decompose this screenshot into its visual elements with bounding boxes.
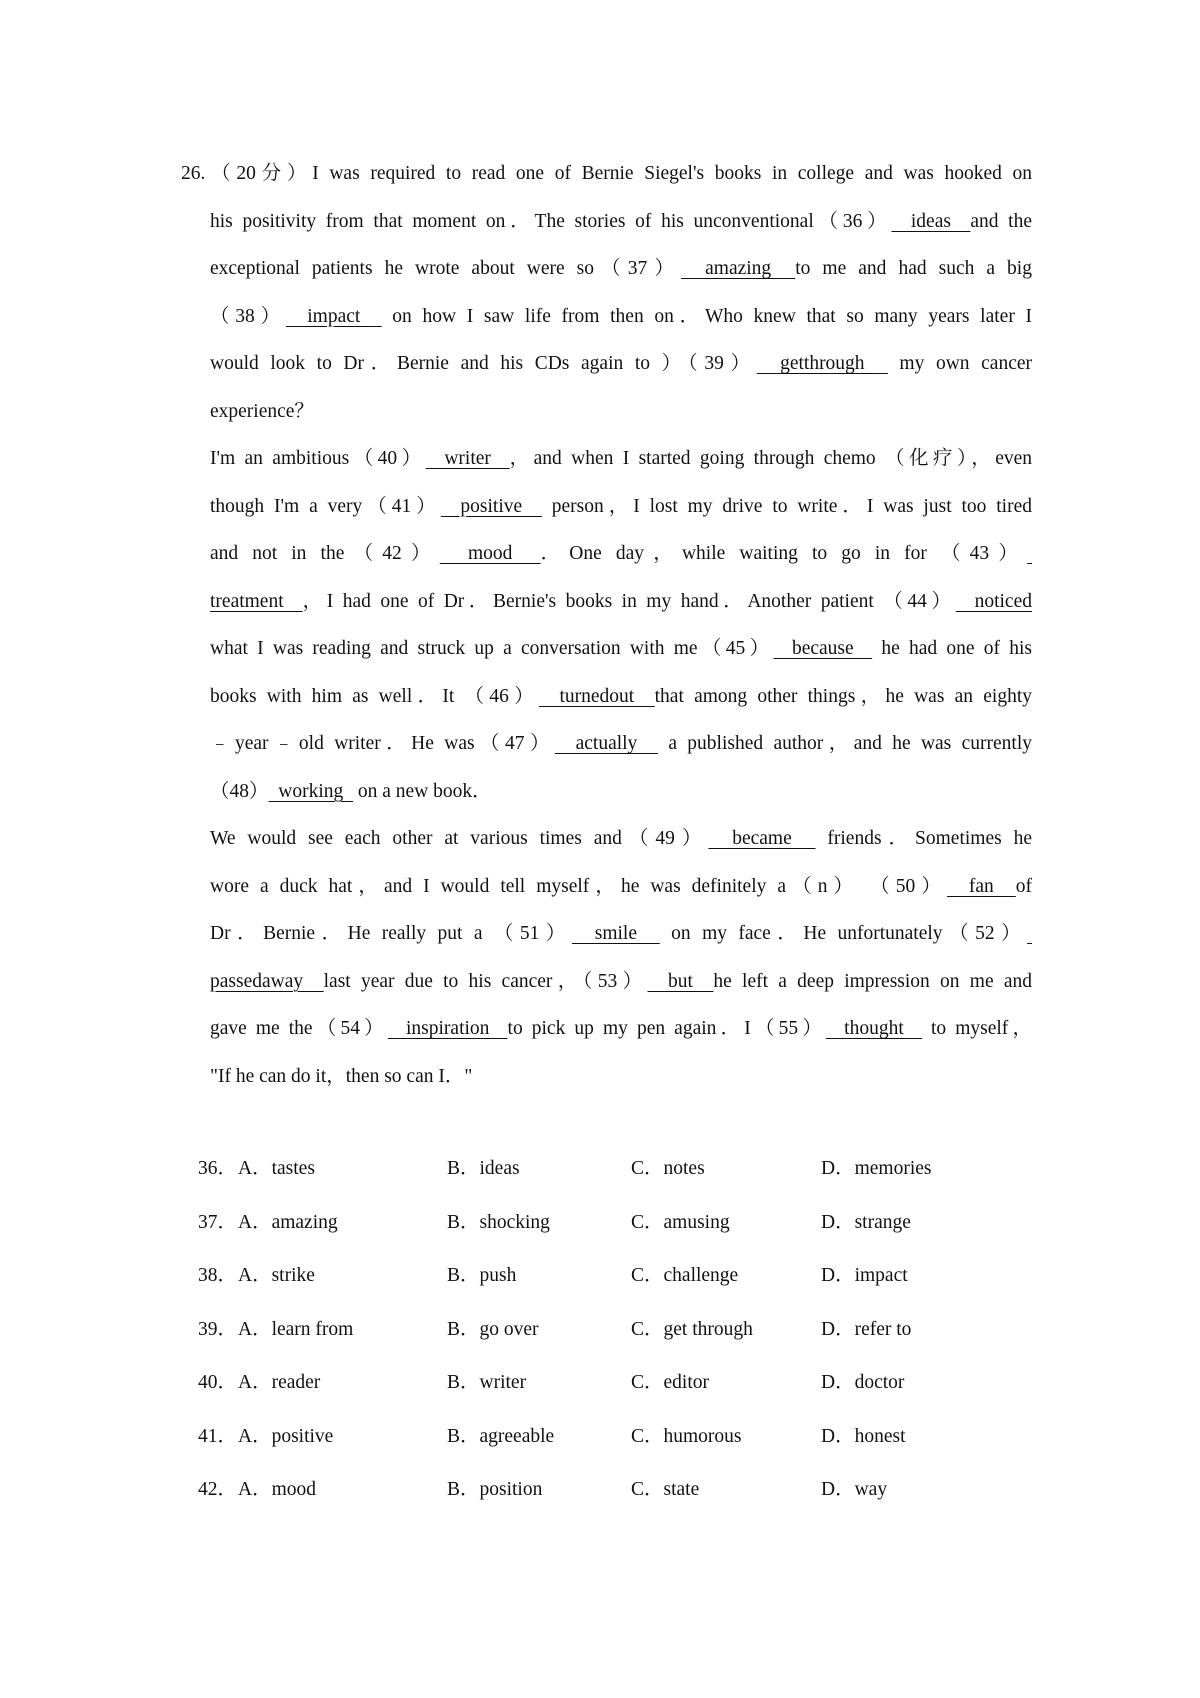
option-d: D．memories bbox=[821, 1158, 932, 1179]
option-a: A．reader bbox=[238, 1372, 321, 1393]
passage-text: my own cancer bbox=[887, 353, 1033, 374]
passage-text: Dr．Bernie．He really put a （51） bbox=[210, 923, 572, 944]
passage-line bbox=[181, 673, 1032, 721]
answer-blank: because bbox=[773, 638, 873, 659]
passage-line bbox=[181, 863, 1032, 911]
passage-text: he left a deep impression on me and bbox=[713, 970, 1032, 992]
passage-text: "If he can do it，then so can I．" bbox=[210, 1065, 473, 1087]
option-c: C．editor bbox=[631, 1372, 709, 1393]
passage-line bbox=[181, 435, 1032, 483]
option-question-number: 41． bbox=[198, 1425, 238, 1447]
answer-blank: but bbox=[647, 970, 714, 992]
passage-line bbox=[181, 340, 1032, 388]
passage-text: last year due to his cancer，（53） bbox=[323, 970, 648, 992]
passage-text: wore a duck hat，and I would tell myself，he was definitely a（n） （50） bbox=[210, 875, 947, 897]
option-row bbox=[198, 1463, 1010, 1517]
passage-text: exceptional patients he wrote about were so（37） bbox=[210, 258, 682, 279]
passage-text: person，I lost my drive to write．I was just too tired bbox=[541, 495, 1032, 517]
passage-line bbox=[181, 1053, 1032, 1101]
option-b: B．agreeable bbox=[447, 1425, 555, 1447]
option-row bbox=[198, 1303, 1010, 1357]
passage-text: on a new book． bbox=[353, 780, 492, 802]
question-number: 26. bbox=[181, 163, 206, 184]
passage-text: ﹣year﹣old writer．He was（47） bbox=[210, 733, 555, 754]
passage-line bbox=[181, 150, 1032, 198]
option-c: C．humorous bbox=[631, 1425, 742, 1447]
option-row bbox=[198, 1196, 1010, 1250]
option-c: C．challenge bbox=[631, 1265, 739, 1286]
option-question-number: 42． bbox=[198, 1479, 238, 1500]
option-b: B．shocking bbox=[447, 1211, 550, 1233]
option-b: B．position bbox=[447, 1479, 543, 1500]
option-a: A．positive bbox=[238, 1425, 334, 1447]
answer-blank: noticed bbox=[955, 590, 1032, 612]
option-c: C．amusing bbox=[631, 1211, 730, 1233]
option-question-number: 38． bbox=[198, 1265, 238, 1286]
passage-text: ，and when I started going through chemo （化疗），even bbox=[509, 448, 1033, 469]
passage-text: and the bbox=[970, 210, 1032, 232]
passage-line bbox=[181, 578, 1032, 626]
option-row bbox=[198, 1410, 1010, 1464]
passage-text: on how I saw life from then on．Who knew that so many years later I bbox=[381, 305, 1032, 327]
passage-line bbox=[181, 720, 1032, 768]
option-c: C．state bbox=[631, 1479, 700, 1500]
answer-blank: mood bbox=[439, 543, 541, 564]
option-d: D．doctor bbox=[821, 1372, 905, 1393]
option-b: B．push bbox=[447, 1265, 517, 1286]
passage-line bbox=[181, 293, 1032, 341]
passage-line bbox=[181, 198, 1032, 246]
passage-text: he had one of his bbox=[872, 638, 1032, 659]
option-d: D．honest bbox=[821, 1425, 906, 1447]
passage-text: ，I had one of Dr．Bernie's books in my hand．Another patient （44） bbox=[302, 590, 956, 612]
option-a: A．mood bbox=[238, 1479, 317, 1500]
passage-text: （48） bbox=[210, 780, 269, 802]
passage-text: books with him as well．It （46） bbox=[210, 685, 540, 707]
passage-text: that among other things，he was an eighty bbox=[654, 685, 1032, 707]
passage-text: what I was reading and struck up a conversation with me（45） bbox=[210, 638, 774, 659]
passage-text: and not in the（42） bbox=[210, 543, 440, 564]
answer-blank: amazing bbox=[681, 258, 796, 279]
answer-blank: smile bbox=[571, 923, 660, 944]
option-a: A．learn from bbox=[238, 1318, 354, 1340]
question-points: （20分） bbox=[205, 163, 313, 184]
passage-text: a published author，and he was currently bbox=[657, 733, 1032, 754]
answer-blank: turnedout bbox=[539, 685, 655, 707]
passage-text: would look to Dr．Bernie and his CDs again to ）（39） bbox=[210, 353, 757, 374]
passage-line bbox=[181, 625, 1032, 673]
passage-line bbox=[181, 245, 1032, 293]
passage-line bbox=[181, 910, 1032, 958]
passage-text: I'm an ambitious（40） bbox=[210, 448, 426, 469]
answer-blank: treatment bbox=[210, 590, 303, 612]
passage-text: experience？ bbox=[210, 400, 314, 422]
option-question-number: 37． bbox=[198, 1211, 238, 1233]
passage-text: to myself， bbox=[921, 1018, 1032, 1039]
option-c: C．notes bbox=[631, 1158, 705, 1179]
passage-text: We would see each other at various times and（49） bbox=[210, 828, 709, 849]
answer-blank bbox=[1027, 543, 1032, 564]
passage-text: I was required to read one of Bernie Siegel's books in college and was hooked on bbox=[312, 163, 1032, 184]
answer-blank: impact bbox=[285, 305, 382, 327]
passage-line bbox=[181, 388, 1032, 436]
passage-text: ．One day，while waiting to go in for （43） bbox=[540, 543, 1028, 564]
passage-text: his positivity from that moment on．The stories of his unconventional（36） bbox=[210, 210, 892, 232]
option-a: A．amazing bbox=[238, 1211, 338, 1233]
answer-blank: getthrough bbox=[756, 353, 888, 374]
answer-blank: positive bbox=[440, 495, 542, 517]
option-d: D．impact bbox=[821, 1265, 908, 1286]
answer-blank: working bbox=[268, 780, 354, 802]
option-question-number: 36． bbox=[198, 1158, 238, 1179]
passage-line bbox=[181, 768, 1032, 816]
passage-line bbox=[181, 1005, 1032, 1053]
answer-blank: writer bbox=[425, 448, 510, 469]
option-d: D．strange bbox=[821, 1211, 911, 1233]
option-b: B．go over bbox=[447, 1318, 539, 1340]
option-row bbox=[198, 1356, 1010, 1410]
option-d: D．refer to bbox=[821, 1318, 912, 1340]
cloze-passage bbox=[181, 150, 1032, 1100]
answer-blank: inspiration bbox=[387, 1018, 508, 1039]
option-c: C．get through bbox=[631, 1318, 753, 1340]
answer-blank: actually bbox=[554, 733, 658, 754]
answer-blank: fan bbox=[946, 875, 1016, 897]
passage-text: on my face．He unfortunately（52） bbox=[659, 923, 1028, 944]
option-b: B．ideas bbox=[447, 1158, 520, 1179]
option-question-number: 40． bbox=[198, 1372, 238, 1393]
option-d: D．way bbox=[821, 1479, 888, 1500]
option-question-number: 39． bbox=[198, 1318, 238, 1340]
passage-text: of bbox=[1015, 875, 1032, 897]
option-row bbox=[198, 1249, 1010, 1303]
answer-blank: ideas bbox=[891, 210, 971, 232]
passage-line bbox=[181, 958, 1032, 1006]
passage-line bbox=[181, 530, 1032, 578]
passage-text: gave me the（54） bbox=[210, 1018, 388, 1039]
passage-text: to pick up my pen again．I（55） bbox=[507, 1018, 827, 1039]
passage-text: to me and had such a big bbox=[795, 258, 1032, 279]
passage-text: friends．Sometimes he bbox=[815, 828, 1033, 849]
passage-line bbox=[181, 815, 1032, 863]
answer-blank: passedaway bbox=[210, 970, 324, 992]
answer-blank: became bbox=[708, 828, 816, 849]
answer-blank bbox=[1027, 923, 1032, 944]
answer-options bbox=[198, 1142, 1010, 1517]
passage-text: though I'm a very（41） bbox=[210, 495, 441, 517]
answer-blank: thought bbox=[826, 1018, 922, 1039]
option-a: A．strike bbox=[238, 1265, 315, 1286]
passage-line bbox=[181, 483, 1032, 531]
option-row bbox=[198, 1142, 1010, 1196]
option-b: B．writer bbox=[447, 1372, 527, 1393]
passage-text: （38） bbox=[210, 305, 286, 327]
option-a: A．tastes bbox=[238, 1158, 315, 1179]
